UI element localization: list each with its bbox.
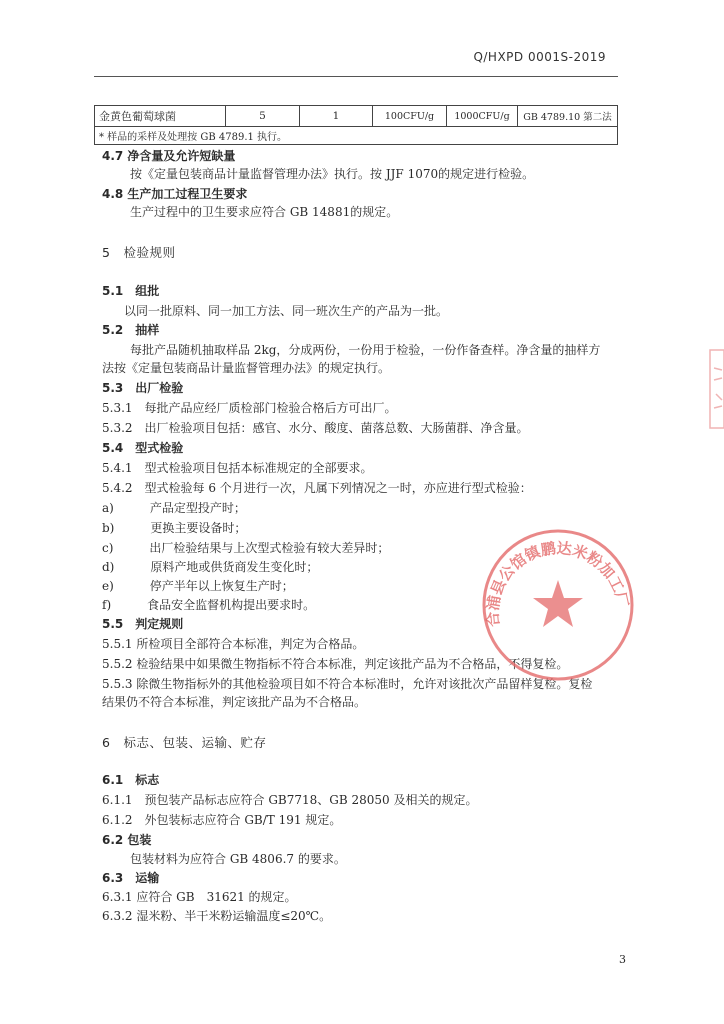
table-cell: 100CFU/g	[373, 106, 447, 127]
list-item: b) 更换主要设备时；	[102, 521, 247, 535]
heading-5-2: 5.2 抽样	[102, 323, 160, 337]
heading-5-1: 5.1 组批	[102, 284, 160, 298]
page-number: 3	[619, 953, 626, 966]
paragraph: 5.4.1 型式检验项目包括本标准规定的全部要求。	[102, 461, 373, 475]
paragraph: 6.3.2 湿米粉、半干米粉运输温度≤20℃。	[102, 909, 332, 923]
table-row	[95, 106, 618, 127]
heading-5-5: 5.5 判定规则	[102, 617, 184, 631]
heading-5-4: 5.4 型式检验	[102, 441, 184, 455]
table-cell: GB 4789.10 第二法	[518, 106, 618, 127]
paragraph: 法按《定量包装商品计量监督管理办法》的规定执行。	[102, 361, 391, 375]
header-rule	[94, 76, 618, 77]
paragraph: 6.1.1 预包装产品标志应符合 GB7718、GB 28050 及相关的规定。	[102, 793, 478, 807]
limits-table	[94, 105, 618, 145]
table-cell: 1000CFU/g	[447, 106, 518, 127]
heading-4-7: 4.7 净含量及允许短缺量	[102, 149, 236, 163]
paragraph: 5.5.2 检验结果中如果微生物指标不符合本标准，判定该批产品为不合格品，不得复检。	[102, 657, 569, 671]
paragraph: 每批产品随机抽取样品 2kg，分成两份，一份用于检验，一份作备查样。净含量的抽样方	[130, 343, 601, 357]
edge-seal-fragment	[700, 348, 724, 430]
doc-code: Q/HXPD 0001S-2019	[473, 50, 606, 64]
paragraph: 5.4.2 型式检验每 6 个月进行一次，凡属下列情况之一时，亦应进行型式检验：	[102, 481, 532, 495]
paragraph: 以同一批原料、同一加工方法、同一班次生产的产品为一批。	[124, 304, 449, 318]
list-item: c) 出厂检验结果与上次型式检验有较大差异时；	[102, 541, 390, 555]
list-item: a) 产品定型投产时；	[102, 501, 246, 515]
heading-6: 6 标志、包装、运输、贮存	[102, 735, 267, 750]
list-item: e) 停产半年以上恢复生产时；	[102, 579, 294, 593]
paragraph: 按《定量包装商品计量监督管理办法》执行。按 JJF 1070的规定进行检验。	[130, 167, 535, 181]
list-item: f) 食品安全监督机构提出要求时。	[102, 598, 316, 612]
heading-6-1: 6.1 标志	[102, 773, 160, 787]
table-note: * 样品的采样及处理按 GB 4789.1 执行。	[95, 127, 618, 145]
seal-text: 合浦县公馆镇鹏达米粉加工厂	[483, 539, 632, 628]
table-cell: 5	[226, 106, 300, 127]
paragraph: 结果仍不符合本标准，判定该批产品为不合格品。	[102, 695, 367, 709]
paragraph: 6.3.1 应符合 GB 31621 的规定。	[102, 890, 297, 904]
heading-5: 5 检验规则	[102, 245, 176, 260]
heading-6-3: 6.3 运输	[102, 871, 160, 885]
table-cell: 金黄色葡萄球菌	[95, 106, 226, 127]
table-cell: 1	[300, 106, 373, 127]
company-seal	[478, 525, 638, 685]
list-item: d) 原料产地或供货商发生变化时；	[102, 560, 319, 574]
paragraph: 包装材料为应符合 GB 4806.7 的要求。	[130, 852, 346, 866]
heading-4-8: 4.8 生产加工过程卫生要求	[102, 187, 248, 201]
paragraph: 5.3.2 出厂检验项目包括：感官、水分、酸度、菌落总数、大肠菌群、净含量。	[102, 421, 529, 435]
paragraph: 6.1.2 外包装标志应符合 GB/T 191 规定。	[102, 813, 342, 827]
table-note-row	[95, 127, 618, 145]
paragraph: 5.5.1 所检项目全部符合本标准，判定为合格品。	[102, 637, 365, 651]
heading-5-3: 5.3 出厂检验	[102, 381, 184, 395]
heading-6-2: 6.2 包装	[102, 833, 152, 847]
paragraph: 生产过程中的卫生要求应符合 GB 14881的规定。	[130, 205, 399, 219]
paragraph: 5.3.1 每批产品应经厂质检部门检验合格后方可出厂。	[102, 401, 397, 415]
paragraph: 5.5.3 除微生物指标外的其他检验项目如不符合本标准时，允许对该批次产品留样复检。复检	[102, 677, 593, 691]
